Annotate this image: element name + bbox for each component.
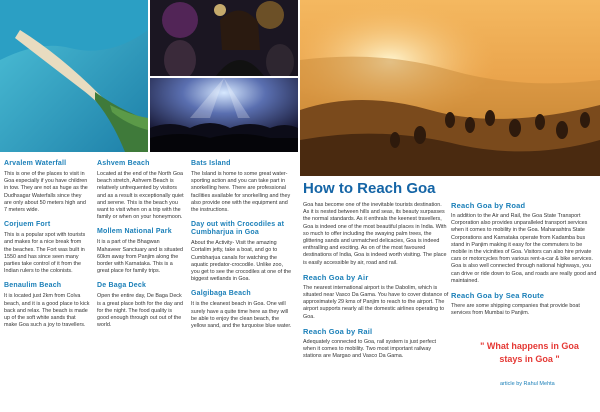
page-title: How to Reach Goa <box>303 180 436 197</box>
article-byline: article by Rahul Mehta <box>500 381 555 387</box>
mollem-heading: Mollem National Park <box>97 228 172 236</box>
pull-quote-line-2: stays in Goa " <box>499 354 560 364</box>
sunset-hill-crowd-photo <box>300 0 600 176</box>
crocs-heading: Day out with Crocodiles at Cumbharjua in Goa <box>191 221 285 237</box>
rail-heading: Reach Goa by Rail <box>303 326 373 336</box>
corjuem-heading: Corjuem Fort <box>4 221 51 229</box>
calgibaga-heading: Galgibaga Beach <box>191 290 251 298</box>
air-text: The nearest international airport is the Dabolim, which is situated near Vasco Da Gama. You have to cover distance of approximately 29 kms of Panjim to reach to the airport. The airport supports nearly all the domestic airlines operating to Goa. <box>303 284 449 320</box>
arvalem-heading: Arvalem Waterfall <box>4 160 67 167</box>
pull-quote-line-1: " What happens in Goa <box>480 341 579 351</box>
road-text: In addition to the Air and Rail, the Goa State Transport Corporation also provides unparalleled transport services when it comes to mobility in the Goa. Maharashtra State Corporations and Karnataka operate from Kadamba bus stand in Panjim making it easy for the commuters to be mobile in the vicinities of Goa. Visitors can also hire private cars or motorcycles from various rent-a-car & bike services. Goa is also well connected through national highways, you can drive or ride down to Goa, and roads are really good and maintained. <box>451 213 597 284</box>
corjuem-text: This is a popular spot with tourists and makes for a nice break from the beaches. The Fort was built in 1550 and has since seen many parties take control of it from the Indian rulers to the colonists. <box>4 232 86 275</box>
sea-heading: Reach Goa by Sea Route <box>451 291 545 301</box>
reach-column-left <box>303 202 449 367</box>
column-1 <box>4 160 90 336</box>
ashvem-heading: Ashvem Beach <box>97 160 150 167</box>
rail-text: Adequately connected to Goa, rail system is just perfect when it comes to mobility. Two most important railway stations are Margao and Vasco Da Gama. <box>303 338 437 360</box>
crocs-text: About the Activity- Visit the amazing Cortalim jetty, take a boat, and go to Cumbharjua canals for watching the aquatic predator-crocodile. Unlike zoo, you get to see the crocodiles at one of the biggest wetlands in Goa. <box>191 240 292 283</box>
mollem-text: It is a part of the Bhagwan Mahaveer Sanctuary and is situated 60km away from Panjim along the border with Karnataka. This is a great place for family trips. <box>97 239 184 275</box>
pull-quote <box>462 340 597 366</box>
air-heading: Reach Goa by Air <box>303 272 369 282</box>
nightlife-party-photo <box>150 0 298 76</box>
column-3 <box>191 160 293 337</box>
road-heading: Reach Goa by Road <box>451 201 526 210</box>
benaulim-heading: Benaulim Beach <box>4 282 62 290</box>
sea-text: There are some shipping companies that provide boat services from Mumbai to Panjim. <box>451 303 580 317</box>
debaga-text: Open the entire day, De Baga Deck is a great place both for the day and for the night. The food quality is good enough through out out of the world. <box>97 293 184 329</box>
arvalem-text: This is one of the places to visit in Goa especially if you have children in tow. They are not as huge as the Dudhsagar Waterfalls since they are only about 50 meters high and 7 meters wide. <box>4 171 88 214</box>
calgibaga-text: It is the cleanest beach in Goa. One will surely have a quite time here as they will be able to enjoy the clean beach, the yellow sand, and the turquoise blue water. <box>191 301 292 330</box>
debaga-heading: De Baga Deck <box>97 282 147 290</box>
reach-intro-text: Goa has become one of the inevitable tourists destination. As it is nested between hills and seas, its beauty surpasses the normal standards. As it enthrals the keenest travellers, Goa is indeed one of the most beautiful places in India. With so much to offer including the swaying palm trees, the glittering sands and unmatched delicacies, Goa is indeed enthralling and exciting. As on of the most favoured destinations of India, Goa is indeed worth visiting. The place is easily accessible by air, road and rail. <box>303 202 447 266</box>
column-2 <box>97 160 184 336</box>
beach-aerial-photo <box>0 0 148 152</box>
ashvem-text: Located at the end of the North Goa beach stretch, Ashvem Beach is relatively unfrequented by visitors and as a result is exceptionally quiet and serene. This is the beach you want to visit when on a trip with the family or when on your honeymoon. <box>97 171 184 221</box>
concert-crowd-photo <box>150 78 298 152</box>
bats-heading: Bats Island <box>191 160 231 167</box>
bats-text: The Island is home to some great water-sporting action and you can take part in snorkelling here. There are professional facilities available for snorkelling and they also provide one with the equipment and the instructions. <box>191 171 291 214</box>
reach-column-right <box>451 202 597 324</box>
benaulim-text: It is located just 2km from Colva beach, and it is a good place to kick back and relax. The beach is made up of the soft white sands that make Goa such a joy to travellers. <box>4 293 90 329</box>
